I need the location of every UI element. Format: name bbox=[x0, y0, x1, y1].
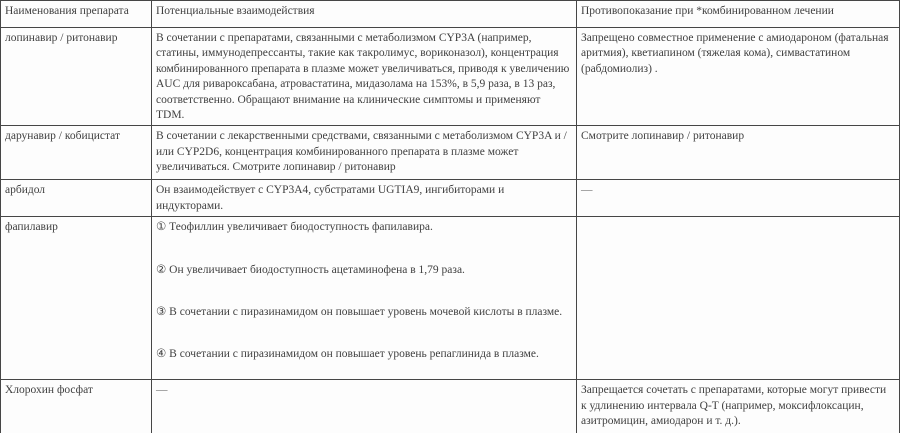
cell-interactions-arbidol bbox=[152, 180, 577, 217]
cell-contraindication-lopinavir bbox=[577, 28, 900, 126]
cell-drug-lopinavir bbox=[1, 28, 152, 126]
cell-drug-arbidol bbox=[1, 180, 152, 217]
cell-contraindication-favilavir bbox=[577, 217, 900, 380]
interaction-item-3: ③ В сочетании с пиразинамидом он повышает уровень мочевой кислоты в плазме. bbox=[156, 306, 563, 319]
interactions-text: В сочетании с лекарственными средствами, связанными с метаболизмом CYP3A и / или CYP2D6, концентрация комбинированного препарата в плазме может увеличиваться. Смотрите лопинавир / ритонавир bbox=[156, 130, 567, 174]
cell-contraindication-darunavir bbox=[577, 126, 900, 180]
contraindication-text: Смотрите лопинавир / ритонавир bbox=[581, 130, 745, 143]
header-drug-name bbox=[1, 1, 152, 28]
table-row bbox=[1, 28, 900, 126]
header-potential-interactions bbox=[152, 1, 577, 28]
cell-contraindication-arbidol bbox=[577, 180, 900, 217]
header-contraindication-label: Противопоказание при *комбинированном лечении bbox=[581, 5, 834, 17]
interactions-text: Он взаимодействует с CYP3A4, субстратами UGTIA9, ингибиторами и индукторами. bbox=[156, 184, 505, 212]
cell-drug-chloroquine bbox=[1, 380, 152, 433]
interaction-item-4: ④ В сочетании с пиразинамидом он повышает уровень репаглинида в плазме. bbox=[156, 348, 539, 361]
empty-dash: — bbox=[581, 184, 593, 197]
interactions-text: В сочетании с препаратами, связанными с метаболизмом CYP3A (например, статины, иммунодепрессанты, такие как такролимус, вориконазол), концентрация комбинированного препарата в плазме может увеличиваться, приводя к увеличению AUC для ривароксабана, атровастатина, мидазолама на 153%, в 5,9 раза, в 13 раз, соответственно. Обращают внимание на клинические симптомы и применяют TDM. bbox=[156, 32, 570, 122]
header-contraindication bbox=[577, 1, 900, 28]
table-row bbox=[1, 126, 900, 180]
cell-interactions-lopinavir bbox=[152, 28, 577, 126]
interaction-item-1: ① Теофиллин увеличивает биодоступность фапилавира. bbox=[156, 221, 433, 234]
cell-interactions-favilavir bbox=[152, 217, 577, 380]
empty-dash: — bbox=[156, 384, 168, 397]
cell-drug-favilavir bbox=[1, 217, 152, 380]
contraindication-text: Запрещается сочетать с препаратами, которые могут привести к удлинению интервала Q-T (например, моксифлоксацин, азитромицин, амиодарон и т. д.). bbox=[581, 384, 887, 428]
table-row bbox=[1, 380, 900, 433]
cell-contraindication-chloroquine bbox=[577, 380, 900, 433]
interaction-item-2: ② Он увеличивает биодоступность ацетаминофена в 1,79 раза. bbox=[156, 263, 465, 276]
drug-name-text: лопинавир / ритонавир bbox=[5, 32, 118, 44]
header-drug-name-label: Наименования препарата bbox=[5, 5, 129, 17]
cell-drug-darunavir bbox=[1, 126, 152, 180]
contraindication-text: Запрещено совместное применение с амиодароном (фатальная аритмия), кветиапином (тяжелая кома), симвастатином (рабдомиолиз) . bbox=[581, 32, 889, 75]
table-row bbox=[1, 217, 900, 380]
cell-interactions-darunavir bbox=[152, 126, 577, 180]
table-row bbox=[1, 180, 900, 217]
drug-name-text: фапилавир bbox=[5, 221, 58, 234]
header-potential-interactions-label: Потенциальные взаимодействия bbox=[156, 5, 315, 17]
drug-name-text: дарунавир / кобицистат bbox=[5, 130, 121, 143]
drug-name-text: Хлорохин фосфат bbox=[5, 384, 93, 397]
table-header-row bbox=[1, 1, 900, 28]
drug-name-text: арбидол bbox=[5, 184, 46, 197]
cell-interactions-chloroquine bbox=[152, 380, 577, 433]
